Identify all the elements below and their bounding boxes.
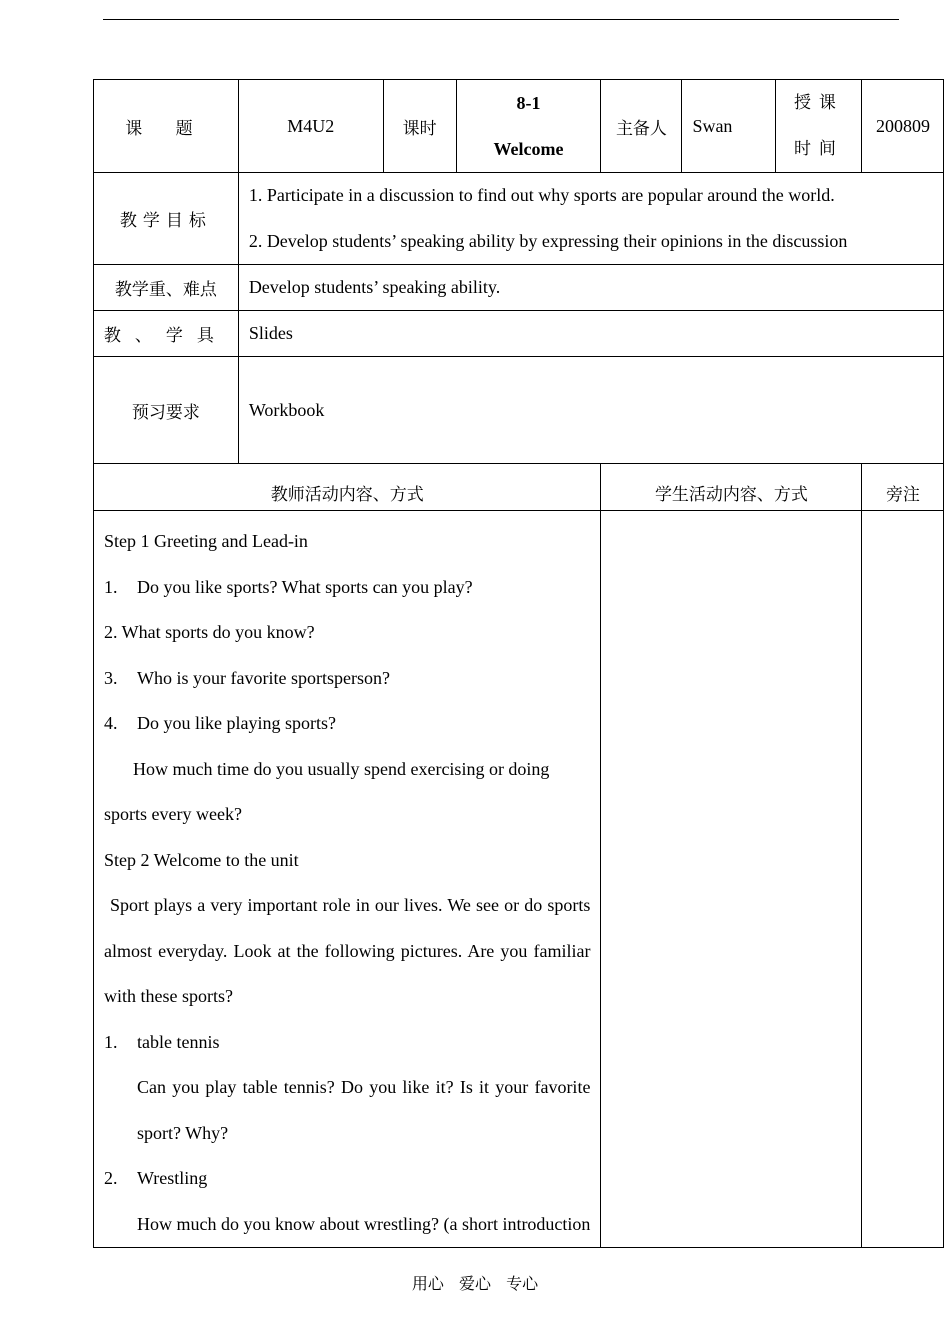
tools-value: Slides: [238, 311, 944, 357]
question-4-followup-line2: sports every week?: [104, 804, 242, 824]
step2-title: Step 2 Welcome to the unit: [104, 849, 299, 870]
period-title: Welcome: [493, 139, 564, 159]
lesson-label: 课 题: [94, 80, 239, 173]
question-4-number: 4.: [104, 713, 118, 733]
objectives-label: 教学目标: [94, 173, 239, 265]
lesson-value: M4U2: [238, 80, 383, 173]
page-footer: [0, 1271, 950, 1294]
student-activity-content: [601, 511, 862, 1248]
tools-label: 教、学具: [94, 311, 239, 357]
time-label-line1: 授课: [793, 93, 844, 113]
item-1: [104, 1020, 590, 1066]
item-2-text: Wrestling: [137, 1168, 208, 1188]
item-2-question-line1: How much do you know about wrestling? (a short introduction: [137, 1213, 591, 1234]
question-3-number: 3.: [104, 667, 118, 688]
footer-part-2: 爱心: [458, 1274, 491, 1293]
item-2: [104, 1156, 590, 1202]
lesson-plan-table: [93, 79, 944, 1248]
question-3-text: Who is your favorite sportsperson?: [137, 667, 390, 688]
intro-line-3: with these sports?: [104, 986, 233, 1006]
question-1-number: 1.: [104, 576, 118, 597]
step1-title: Step 1 Greeting and Lead-in: [104, 531, 308, 551]
teacher-activity-content: [94, 511, 601, 1248]
time-value: 200809: [862, 80, 944, 173]
time-label: [776, 80, 862, 173]
period-label: 课时: [383, 80, 456, 173]
period-value: [456, 80, 601, 173]
question-4-followup-line1: How much time do you usually spend exercising or doing: [133, 758, 550, 779]
question-4: [104, 701, 590, 747]
item-2-number: 2.: [104, 1168, 118, 1188]
intro-line-1: Sport plays a very important role in our lives. We see or do sports: [110, 895, 591, 915]
key-points-label: 教学重、难点: [94, 265, 239, 311]
period-number: 8-1: [516, 93, 541, 113]
notes-content: [862, 511, 944, 1248]
objective-item: 1. Participate in a discussion to find out why sports are popular around the world.: [248, 185, 835, 205]
preview-value: Workbook: [238, 357, 944, 464]
header-rule: [103, 19, 899, 20]
question-4-text: Do you like playing sports?: [137, 713, 336, 733]
footer-part-1: 用心: [411, 1274, 444, 1293]
item-1-question-line1: Can you play table tennis? Do you like it? Is it your favorite: [137, 1077, 591, 1097]
question-1: [104, 565, 590, 611]
footer-part-3: 专心: [506, 1274, 539, 1293]
key-points-value: Develop students’ speaking ability.: [238, 265, 944, 311]
question-3: [104, 656, 590, 702]
student-activity-header: 学生活动内容、方式: [601, 464, 862, 511]
notes-header: 旁注: [862, 464, 944, 511]
teacher-activity-header: 教师活动内容、方式: [94, 464, 601, 511]
preview-label: 预习要求: [94, 357, 239, 464]
item-1-text: table tennis: [137, 1031, 220, 1052]
item-1-number: 1.: [104, 1031, 118, 1052]
objectives-value: [238, 173, 944, 265]
preparer-label: 主备人: [601, 80, 682, 173]
objective-item: 2. Develop students’ speaking ability by expressing their opinions in the discussion: [248, 230, 848, 251]
item-1-question-line2: sport? Why?: [137, 1122, 229, 1143]
preparer-value: Swan: [682, 80, 776, 173]
question-2: 2. What sports do you know?: [104, 622, 315, 642]
question-1-text: Do you like sports? What sports can you play?: [137, 576, 473, 597]
time-label-line2: 时间: [793, 139, 844, 159]
intro-line-2: almost everyday. Look at the following pictures. Are you familiar: [104, 940, 591, 961]
